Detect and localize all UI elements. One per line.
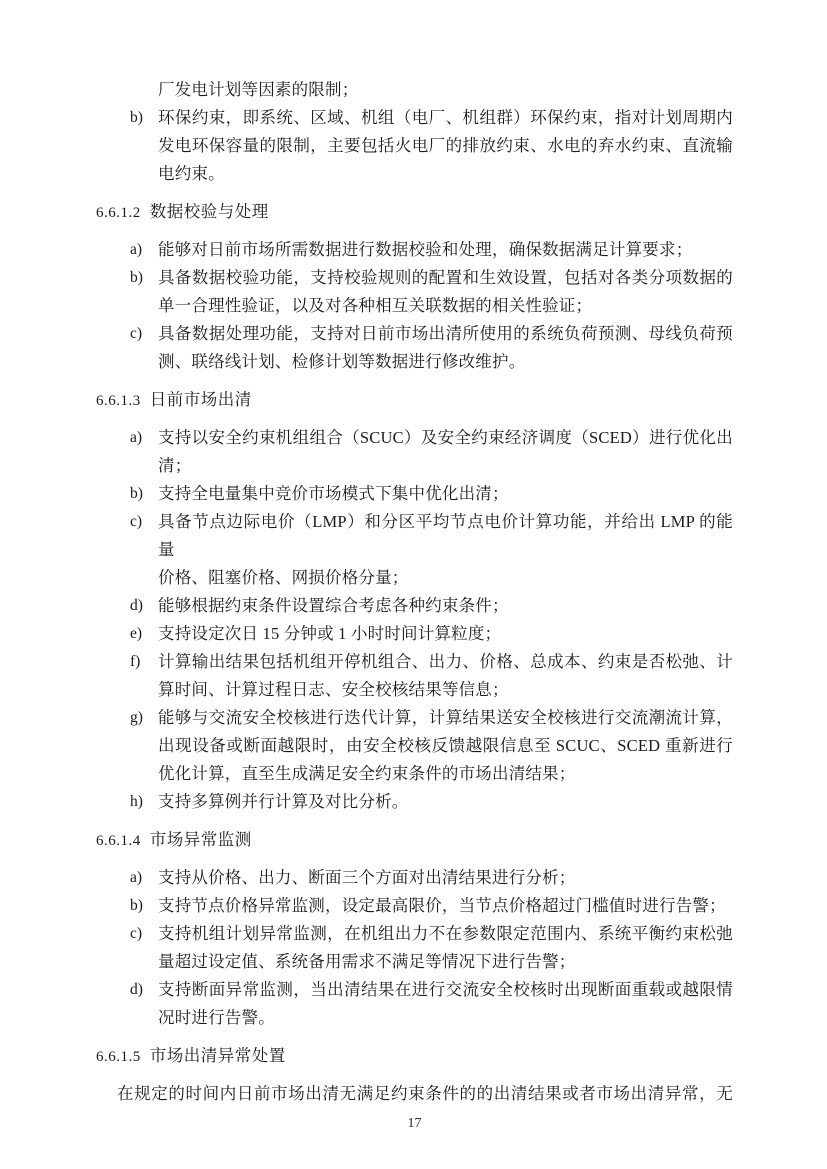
list-item-label: b) — [130, 485, 143, 502]
text-line: 支持节点价格异常监测，设定最高限价，当节点价格超过门槛值时进行告警； — [158, 896, 726, 915]
text-line: 具备数据校验功能，支持校验规则的配置和生效设置，包括对各类分项数据的 — [158, 268, 733, 287]
text-line: 支持设定次日 15 分钟或 1 小时时间计算粒度； — [158, 624, 502, 643]
list-item-label: d) — [130, 597, 143, 614]
list-item-label: c) — [130, 325, 143, 342]
section-title: 市场异常监测 — [149, 829, 252, 849]
section-heading — [96, 198, 733, 227]
text-line: 价格、阻塞价格、网损价格分量； — [158, 568, 409, 587]
text-line: 支持以安全约束机组组合（SCUC）及安全约束经济调度（SCED）进行优化出 — [158, 428, 733, 447]
text-line: 测、联络线计划、检修计划等数据进行修改维护。 — [158, 352, 526, 371]
list-item-label: a) — [130, 241, 143, 258]
list-item — [96, 920, 733, 976]
text-line: 出现设备或断面越限时，由安全校核反馈越限信息至 SCUC、SCED 重新进行 — [158, 736, 733, 755]
list-item — [96, 892, 733, 920]
text-line: 支持全电量集中竞价市场模式下集中优化出清； — [158, 484, 509, 503]
text-line: 况时进行告警。 — [158, 1008, 275, 1027]
list-item — [96, 704, 733, 788]
section-heading — [96, 386, 733, 415]
list-item — [96, 424, 733, 480]
text-line: 环保约束，即系统、区域、机组（电厂、机组群）环保约束，指对计划周期内 — [158, 108, 733, 127]
list-item — [96, 480, 733, 508]
text-line: 发电环保容量的限制，主要包括火电厂的排放约束、水电的弃水约束、直流输 — [158, 136, 733, 155]
list-item-label: c) — [130, 513, 143, 530]
section-number: 6.6.1.2 — [96, 204, 141, 221]
list-item-label: c) — [130, 925, 143, 942]
text-line: 计算输出结果包括机组开停机组合、出力、价格、总成本、约束是否松弛、计 — [158, 652, 733, 671]
text-line: 清； — [158, 456, 192, 475]
list-item-label: b) — [130, 897, 143, 914]
section-number: 6.6.1.3 — [96, 392, 141, 409]
list-item-label: f) — [130, 653, 141, 670]
page-number: 17 — [407, 1116, 422, 1131]
list-item — [96, 788, 733, 816]
list-item-label: e) — [130, 625, 143, 642]
list-item — [96, 976, 733, 1032]
section-title: 日前市场出清 — [149, 389, 252, 409]
list-item — [96, 236, 733, 264]
list-item — [96, 864, 733, 892]
text-line: 支持多算例并行计算及对比分析。 — [158, 792, 409, 811]
text-line: 具备数据处理功能，支持对日前市场出清所使用的系统负荷预测、母线负荷预 — [158, 324, 733, 343]
text-line: 量超过设定值、系统备用需求不满足等情况下进行告警； — [158, 952, 576, 971]
list-item-label: a) — [130, 429, 143, 446]
section-heading — [96, 826, 733, 855]
text-line: 能够与交流安全校核进行迭代计算，计算结果送安全校核进行交流潮流计算， — [158, 708, 733, 727]
list-item — [96, 104, 733, 188]
list-item-label: b) — [130, 109, 143, 126]
section-heading — [96, 1042, 733, 1071]
paragraph-line: 在规定的时间内日前市场出清无满足约束条件的的出清结果或者市场出清异常，无 — [117, 1084, 733, 1103]
text-line: 具备节点边际电价（LMP）和分区平均节点电价计算功能，并给出 LMP 的能量 — [158, 512, 733, 559]
section-number: 6.6.1.4 — [96, 832, 141, 849]
section-title: 市场出清异常处置 — [149, 1045, 286, 1065]
text-line: 能够对日前市场所需数据进行数据校验和处理，确保数据满足计算要求； — [158, 240, 693, 259]
list-item-label: h) — [130, 793, 143, 810]
text-line: 支持断面异常监测，当出清结果在进行交流安全校核时出现断面重载或越限情 — [158, 980, 733, 999]
text-line: 厂发电计划等因素的限制； — [158, 80, 359, 99]
text-line: 支持从价格、出力、断面三个方面对出清结果进行分析； — [158, 868, 576, 887]
list-item — [96, 320, 733, 376]
list-item-label: a) — [130, 869, 143, 886]
list-item — [96, 648, 733, 704]
page-body — [96, 76, 733, 1137]
text-line: 优化计算，直至生成满足安全约束条件的市场出清结果； — [158, 764, 576, 783]
section-title: 数据校验与处理 — [149, 201, 269, 221]
list-item — [96, 264, 733, 320]
list-item — [96, 620, 733, 648]
list-item-label: d) — [130, 981, 143, 998]
text-line: 单一合理性验证，以及对各种相互关联数据的相关性验证； — [158, 296, 593, 315]
list-item-label: g) — [130, 709, 143, 726]
list-item-label: b) — [130, 269, 143, 286]
text-line: 能够根据约束条件设置综合考虑各种约束条件； — [158, 596, 509, 615]
section-number: 6.6.1.5 — [96, 1048, 141, 1065]
text-line: 支持机组计划异常监测，在机组出力不在参数限定范围内、系统平衡约束松弛 — [158, 924, 733, 943]
list-item — [96, 508, 733, 592]
text-line: 电约束。 — [158, 164, 225, 183]
list-item — [96, 592, 733, 620]
list-item-carryover — [96, 76, 733, 104]
text-line: 算时间、计算过程日志、安全校核结果等信息； — [158, 680, 509, 699]
